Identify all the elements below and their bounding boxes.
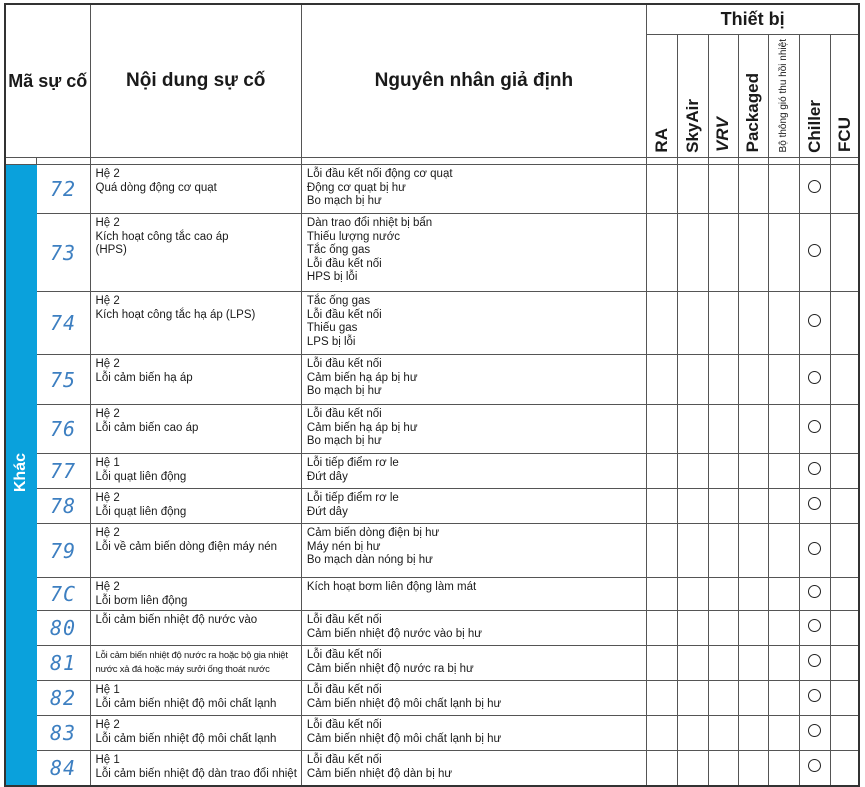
device-mark-cell [830, 355, 859, 405]
gap-cell [646, 158, 677, 165]
gap-cell [738, 158, 768, 165]
device-label: Bộ thông gió thu hồi nhiệt [778, 39, 790, 153]
device-col-fcu [830, 35, 859, 158]
content-line: Hệ 2 [95, 295, 120, 308]
cause-line: Lỗi đầu kết nối [306, 719, 382, 732]
device-mark-cell [799, 292, 830, 355]
device-mark-cell [738, 611, 768, 646]
cause-line: Thiếu lượng nước [306, 230, 401, 243]
device-mark-cell [738, 681, 768, 716]
error-cause [301, 165, 646, 214]
device-mark-cell [768, 165, 799, 214]
cause-line: Lỗi đầu kết nối [306, 614, 382, 627]
device-mark-cell [677, 355, 708, 405]
error-cause [301, 355, 646, 405]
device-mark-cell [830, 681, 859, 716]
error-code: 76 [36, 405, 90, 454]
content-line: Lỗi cảm biến nhiệt độ nước ra hoặc bộ gia nhiệt [95, 650, 288, 662]
error-content [90, 489, 301, 524]
header-gap-row [5, 158, 859, 165]
device-mark-cell [708, 524, 738, 578]
device-mark-cell [708, 681, 738, 716]
device-mark-cell [646, 611, 677, 646]
gap-cell [677, 158, 708, 165]
cause-line: Lỗi tiếp điểm rơ le [306, 457, 399, 470]
table-row [5, 355, 859, 405]
device-mark-cell [708, 214, 738, 292]
device-mark-cell [708, 165, 738, 214]
device-mark-cell [738, 751, 768, 786]
device-mark-cell [830, 165, 859, 214]
cause-line: Lỗi đầu kết nối [306, 684, 382, 697]
device-mark-cell [738, 489, 768, 524]
table-row [5, 716, 859, 751]
device-mark-cell [830, 405, 859, 454]
device-mark-cell [768, 716, 799, 751]
device-mark-cell [708, 611, 738, 646]
error-code: 77 [36, 454, 90, 489]
content-line: Hệ 1 [95, 754, 120, 767]
error-cause [301, 524, 646, 578]
error-content [90, 214, 301, 292]
content-line: Lỗi quạt liên động [95, 470, 187, 483]
device-mark-cell [768, 214, 799, 292]
error-code: 84 [36, 751, 90, 786]
device-mark-cell [830, 716, 859, 751]
cause-line: Bo mạch bị hư [306, 195, 382, 208]
content-line: Lỗi cảm biến nhiệt độ môi chất lạnh [95, 697, 277, 710]
device-mark-cell [830, 489, 859, 524]
category-label: Khác [11, 453, 29, 493]
content-line: Lỗi cảm biến cao áp [95, 421, 199, 434]
error-code: 81 [36, 646, 90, 681]
table-row [5, 214, 859, 292]
device-mark-cell [708, 578, 738, 611]
error-content [90, 524, 301, 578]
cause-line: Bo mạch bị hư [306, 435, 382, 448]
device-mark-cell [677, 751, 708, 786]
device-mark-cell [708, 292, 738, 355]
table-body [5, 158, 859, 786]
device-col-hrv [768, 35, 799, 158]
error-cause [301, 716, 646, 751]
device-mark-cell [768, 292, 799, 355]
device-mark-cell [677, 524, 708, 578]
error-content [90, 292, 301, 355]
error-content [90, 355, 301, 405]
error-code: 80 [36, 611, 90, 646]
error-code: 72 [36, 165, 90, 214]
cause-line: Lỗi đầu kết nối [306, 308, 382, 321]
cause-line: Lỗi tiếp điểm rơ le [306, 492, 399, 505]
device-mark-cell [677, 489, 708, 524]
device-mark-cell [677, 646, 708, 681]
cause-line: Động cơ quạt bị hư [306, 181, 406, 194]
content-line: Hệ 2 [95, 527, 120, 540]
error-content [90, 405, 301, 454]
gap-cell [799, 158, 830, 165]
applicable-circle-icon [808, 244, 821, 257]
device-mark-cell [830, 578, 859, 611]
header-content: Nội dung sự cố [90, 4, 301, 158]
cause-line: Lỗi đầu kết nối [306, 754, 382, 767]
content-line: Lỗi cảm biến hạ áp [95, 371, 193, 384]
device-mark-cell [677, 214, 708, 292]
content-line: Hệ 2 [95, 719, 120, 732]
error-cause [301, 405, 646, 454]
applicable-circle-icon [808, 654, 821, 667]
error-content [90, 165, 301, 214]
cause-line: Máy nén bị hư [306, 540, 381, 553]
cause-line: Cảm biến nhiệt độ dàn bị hư [306, 767, 453, 780]
applicable-circle-icon [808, 542, 821, 555]
device-col-ra [646, 35, 677, 158]
gap-cell [90, 158, 301, 165]
table-row [5, 405, 859, 454]
device-mark-cell [708, 716, 738, 751]
error-cause [301, 681, 646, 716]
device-col-skyair [677, 35, 708, 158]
cause-line: Cảm biến hạ áp bị hư [306, 421, 418, 434]
error-code-table [4, 3, 860, 787]
table-row [5, 454, 859, 489]
device-col-chiller [799, 35, 830, 158]
device-mark-cell [768, 681, 799, 716]
content-line: Lỗi cảm biến nhiệt độ môi chất lạnh [95, 732, 277, 745]
device-mark-cell [646, 578, 677, 611]
table-row [5, 292, 859, 355]
device-mark-cell [830, 611, 859, 646]
device-mark-cell [799, 716, 830, 751]
content-line: Lỗi bơm liên động [95, 594, 188, 607]
device-mark-cell [677, 611, 708, 646]
cause-line: Lỗi đầu kết nối [306, 257, 382, 270]
device-mark-cell [799, 355, 830, 405]
cause-line: Thiếu gas [306, 322, 358, 335]
cause-line: Cảm biến hạ áp bị hư [306, 371, 418, 384]
cause-line: Đứt dây [306, 505, 348, 518]
device-label: FCU [834, 117, 854, 153]
device-mark-cell [768, 524, 799, 578]
device-mark-cell [677, 405, 708, 454]
device-mark-cell [646, 165, 677, 214]
content-line: Hệ 2 [95, 492, 120, 505]
device-mark-cell [799, 578, 830, 611]
device-mark-cell [799, 214, 830, 292]
device-mark-cell [768, 751, 799, 786]
device-mark-cell [799, 611, 830, 646]
device-mark-cell [738, 454, 768, 489]
device-mark-cell [646, 405, 677, 454]
content-line: Hệ 2 [95, 217, 120, 230]
device-mark-cell [830, 524, 859, 578]
device-mark-cell [768, 454, 799, 489]
device-mark-cell [646, 716, 677, 751]
device-mark-cell [677, 292, 708, 355]
error-code: 75 [36, 355, 90, 405]
cause-line: Đứt dây [306, 470, 348, 483]
device-mark-cell [708, 405, 738, 454]
device-mark-cell [768, 489, 799, 524]
table-row [5, 646, 859, 681]
device-mark-cell [646, 355, 677, 405]
device-label: SkyAir [682, 98, 702, 153]
gap-cell [5, 158, 36, 165]
cause-line: Tắc ống gas [306, 244, 371, 257]
device-mark-cell [738, 405, 768, 454]
device-mark-cell [799, 524, 830, 578]
device-mark-cell [738, 716, 768, 751]
applicable-circle-icon [808, 689, 821, 702]
device-mark-cell [646, 214, 677, 292]
applicable-circle-icon [808, 759, 821, 772]
device-mark-cell [708, 646, 738, 681]
device-mark-cell [799, 751, 830, 786]
cause-line: Lỗi đầu kết nối động cơ quạt [306, 168, 453, 181]
applicable-circle-icon [808, 314, 821, 327]
device-mark-cell [677, 716, 708, 751]
device-mark-cell [768, 355, 799, 405]
device-mark-cell [738, 646, 768, 681]
device-mark-cell [738, 524, 768, 578]
error-cause [301, 646, 646, 681]
content-line: Lỗi về cảm biến dòng điện máy nén [95, 540, 278, 553]
error-content [90, 751, 301, 786]
error-cause [301, 611, 646, 646]
cause-line: Bo mạch bị hư [306, 385, 382, 398]
table-row [5, 751, 859, 786]
device-mark-cell [708, 751, 738, 786]
error-code: 73 [36, 214, 90, 292]
applicable-circle-icon [808, 462, 821, 475]
content-line: Hệ 2 [95, 408, 120, 421]
error-content [90, 454, 301, 489]
content-line: Hệ 1 [95, 684, 120, 697]
cause-line: Bo mạch dàn nóng bị hư [306, 554, 433, 567]
device-mark-cell [646, 681, 677, 716]
content-line: Lỗi cảm biến nhiệt độ dàn trao đổi nhiệt [95, 767, 297, 780]
cause-line: Kích hoạt bơm liên động làm mát [306, 581, 477, 594]
device-mark-cell [799, 681, 830, 716]
device-mark-cell [768, 578, 799, 611]
cause-line: Lỗi đầu kết nối [306, 358, 382, 371]
error-content [90, 681, 301, 716]
device-mark-cell [646, 751, 677, 786]
cause-line: Cảm biến dòng điện bị hư [306, 527, 440, 540]
error-cause [301, 214, 646, 292]
content-line: nước xả đá hoặc máy sưởi ống thoát nước [95, 663, 270, 675]
content-line: Hệ 2 [95, 581, 120, 594]
error-cause [301, 578, 646, 611]
table-row [5, 681, 859, 716]
device-mark-cell [646, 292, 677, 355]
error-content [90, 578, 301, 611]
device-mark-cell [677, 165, 708, 214]
device-mark-cell [768, 405, 799, 454]
device-mark-cell [708, 489, 738, 524]
content-line: Lỗi cảm biến nhiệt độ nước vào [95, 614, 258, 627]
gap-cell [830, 158, 859, 165]
error-code: 7C [36, 578, 90, 611]
device-mark-cell [738, 214, 768, 292]
cause-line: Cảm biến nhiệt độ nước ra bị hư [306, 662, 474, 675]
device-mark-cell [768, 646, 799, 681]
applicable-circle-icon [808, 724, 821, 737]
applicable-circle-icon [808, 497, 821, 510]
device-label: Packaged [743, 73, 763, 153]
content-line: Kích hoạt công tắc hạ áp (LPS) [95, 308, 256, 321]
error-code: 83 [36, 716, 90, 751]
device-mark-cell [799, 489, 830, 524]
device-mark-cell [738, 355, 768, 405]
content-line: (HPS) [95, 244, 127, 257]
content-line: Hệ 2 [95, 168, 120, 181]
gap-cell [768, 158, 799, 165]
device-mark-cell [799, 165, 830, 214]
gap-cell [301, 158, 646, 165]
error-cause [301, 751, 646, 786]
table-row [5, 524, 859, 578]
error-code: 82 [36, 681, 90, 716]
error-content [90, 646, 301, 681]
cause-line: LPS bị lỗi [306, 335, 356, 348]
device-mark-cell [677, 681, 708, 716]
error-code: 74 [36, 292, 90, 355]
device-mark-cell [738, 292, 768, 355]
device-mark-cell [830, 292, 859, 355]
applicable-circle-icon [808, 371, 821, 384]
device-mark-cell [830, 214, 859, 292]
device-mark-cell [646, 524, 677, 578]
device-mark-cell [708, 454, 738, 489]
device-col-vrv [708, 35, 738, 158]
device-mark-cell [677, 454, 708, 489]
cause-line: Cảm biến nhiệt độ môi chất lạnh bị hư [306, 732, 502, 745]
content-line: Kích hoạt công tắc cao áp [95, 230, 229, 243]
cause-line: Lỗi đầu kết nối [306, 408, 382, 421]
device-mark-cell [799, 405, 830, 454]
device-mark-cell [799, 454, 830, 489]
device-mark-cell [708, 355, 738, 405]
applicable-circle-icon [808, 585, 821, 598]
applicable-circle-icon [808, 619, 821, 632]
cause-line: HPS bị lỗi [306, 271, 358, 284]
category-cell [5, 165, 36, 786]
device-label: RA [651, 127, 671, 153]
table-row [5, 578, 859, 611]
cause-line: Tắc ống gas [306, 295, 371, 308]
device-mark-cell [830, 646, 859, 681]
error-cause [301, 454, 646, 489]
content-line: Lỗi quạt liên động [95, 505, 187, 518]
device-mark-cell [738, 165, 768, 214]
table-row [5, 165, 859, 214]
device-mark-cell [646, 454, 677, 489]
device-mark-cell [646, 646, 677, 681]
device-mark-cell [830, 454, 859, 489]
cause-line: Lỗi đầu kết nối [306, 649, 382, 662]
content-line: Hệ 1 [95, 457, 120, 470]
device-mark-cell [646, 489, 677, 524]
error-content [90, 716, 301, 751]
error-code: 78 [36, 489, 90, 524]
device-mark-cell [799, 646, 830, 681]
error-cause [301, 489, 646, 524]
error-code: 79 [36, 524, 90, 578]
applicable-circle-icon [808, 180, 821, 193]
table-row [5, 489, 859, 524]
error-content [90, 611, 301, 646]
cause-line: Dàn trao đổi nhiệt bị bẩn [306, 217, 433, 230]
device-mark-cell [830, 751, 859, 786]
header-code: Mã sự cố [5, 4, 90, 158]
gap-cell [36, 158, 90, 165]
device-mark-cell [738, 578, 768, 611]
device-mark-cell [677, 578, 708, 611]
content-line: Hệ 2 [95, 358, 120, 371]
gap-cell [708, 158, 738, 165]
device-label: Chiller [804, 99, 824, 153]
device-col-packaged [738, 35, 768, 158]
device-label: VRV [713, 117, 733, 153]
content-line: Quá dòng động cơ quạt [95, 181, 217, 194]
header-cause: Nguyên nhân giả định [301, 4, 646, 158]
device-mark-cell [768, 611, 799, 646]
applicable-circle-icon [808, 420, 821, 433]
table-row [5, 611, 859, 646]
error-cause [301, 292, 646, 355]
cause-line: Cảm biến nhiệt độ nước vào bị hư [306, 627, 482, 640]
header-device: Thiết bị [646, 4, 859, 35]
cause-line: Cảm biến nhiệt độ môi chất lạnh bị hư [306, 697, 502, 710]
